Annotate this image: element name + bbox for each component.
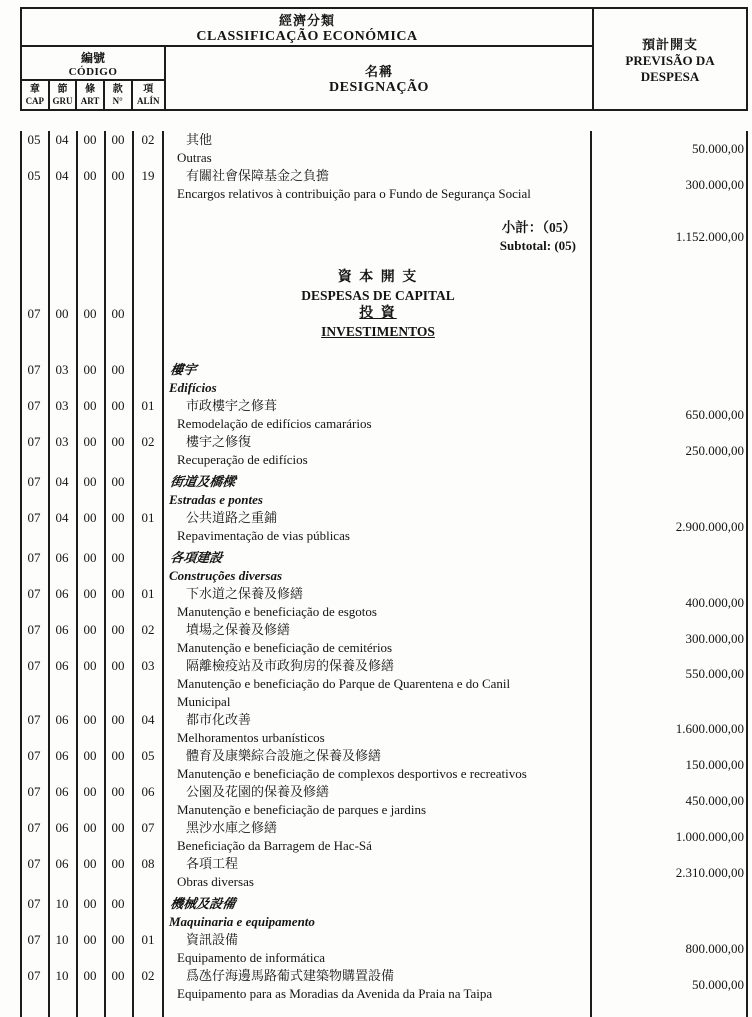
code-cell: 00 <box>83 434 97 449</box>
entry-text-zh: 下水道之保養及修繕 <box>186 586 304 601</box>
table-row <box>20 473 748 509</box>
code-column-header <box>77 81 105 109</box>
table-row <box>20 549 748 585</box>
code-cell: 00 <box>111 474 125 489</box>
amount-cell <box>592 747 748 783</box>
code-cell <box>104 269 132 305</box>
amount-cell <box>592 361 748 397</box>
entry-text-pt-cont: Municipal <box>177 694 231 709</box>
code-cell: 00 <box>111 968 125 983</box>
code-cell: 02 <box>141 622 155 637</box>
code-cell: 00 <box>83 968 97 983</box>
amount-cell <box>592 131 748 167</box>
code-cell: 00 <box>111 362 125 377</box>
amount-cell <box>592 585 748 621</box>
code-cell: 01 <box>141 398 155 413</box>
amount-value: 300.000,00 <box>685 631 744 646</box>
entry-text-pt: Manutenção e beneficiação de complexos desportivos e recreativos <box>177 766 527 781</box>
entry-text-pt: Subtotal: (05) <box>499 238 576 253</box>
code-cell: 06 <box>55 550 69 565</box>
code-column-label-zh: 條 <box>85 83 96 95</box>
entry-text-pt: DESPESAS DE CAPITAL <box>301 288 455 303</box>
classification-label-zh: 經濟分類 <box>278 12 335 28</box>
code-cell: 00 <box>111 932 125 947</box>
amount-cell <box>592 967 748 1003</box>
table-row <box>20 931 748 967</box>
code-column-label-zh: 項 <box>143 83 154 95</box>
amount-cell <box>592 397 748 433</box>
table-row <box>20 509 748 545</box>
header-previsao <box>592 9 746 109</box>
amount-value: 400.000,00 <box>685 595 744 610</box>
code-cell: 00 <box>111 896 125 911</box>
table-row <box>20 269 748 305</box>
entry-text-zh: 公園及花園的保養及修繕 <box>186 784 330 799</box>
code-cell: 00 <box>83 748 97 763</box>
code-cell: 01 <box>141 510 155 525</box>
code-cell: 00 <box>111 784 125 799</box>
amount-cell <box>592 219 748 255</box>
codigo-label-zh: 編號 <box>80 50 105 65</box>
code-cell: 02 <box>141 968 155 983</box>
code-cell: 07 <box>27 658 41 673</box>
code-cell: 00 <box>83 168 97 183</box>
designacao-cell <box>164 167 592 203</box>
entry-text-zh: 其他 <box>186 132 213 147</box>
code-column-header <box>105 81 133 109</box>
table-row <box>20 895 748 931</box>
code-cell: 10 <box>55 896 69 911</box>
code-cell: 07 <box>27 712 41 727</box>
designacao-cell <box>164 931 592 967</box>
designacao-label-pt: DESIGNAÇÃO <box>329 79 429 95</box>
designacao-cell <box>164 657 592 711</box>
entry-text-pt: Equipamento para as Moradias da Avenida da Praia na Taipa <box>177 986 493 1001</box>
table-row <box>20 783 748 819</box>
code-cell: 07 <box>27 622 41 637</box>
previsao-label-pt-2: DESPESA <box>640 68 700 84</box>
previsao-label-zh: 預計開支 <box>641 36 698 52</box>
entry-text-zh: 墳場之保養及修繕 <box>186 622 291 637</box>
amount-cell <box>592 473 748 509</box>
code-cell: 00 <box>83 132 97 147</box>
code-column-label-pt: GRU <box>52 95 73 106</box>
code-cell: 00 <box>83 712 97 727</box>
amount-value: 2.900.000,00 <box>675 519 744 534</box>
code-column-label-zh: 節 <box>57 83 68 95</box>
code-cell: 00 <box>111 856 125 871</box>
table-body <box>20 131 748 1017</box>
designacao-cell <box>164 397 592 433</box>
designacao-cell <box>164 585 592 621</box>
code-cell: 04 <box>141 712 155 727</box>
header-codigo <box>22 47 164 81</box>
code-cell: 00 <box>111 306 125 321</box>
entry-text-zh: 公共道路之重鋪 <box>186 510 278 525</box>
code-cell: 00 <box>111 550 125 565</box>
entry-text-zh: 爲氹仔海邊馬路葡式建築物購置設備 <box>186 968 395 983</box>
code-cell <box>20 269 48 305</box>
table-row <box>20 305 748 341</box>
code-cell <box>132 895 164 931</box>
table-row <box>20 711 748 747</box>
code-cell: 00 <box>83 398 97 413</box>
code-column-label-zh: 款 <box>112 83 123 95</box>
entry-text-pt: Outras <box>177 150 212 165</box>
amount-cell <box>592 931 748 967</box>
designacao-cell <box>164 711 592 747</box>
code-cell: 00 <box>111 132 125 147</box>
header-classification <box>22 9 592 47</box>
designacao-cell <box>164 967 592 1003</box>
code-cell <box>132 305 164 341</box>
header-designacao <box>166 47 592 109</box>
code-cell: 00 <box>83 658 97 673</box>
designacao-cell <box>164 269 592 305</box>
code-cell: 00 <box>83 306 97 321</box>
code-cell: 07 <box>141 820 155 835</box>
code-cell: 07 <box>27 856 41 871</box>
amount-cell <box>592 305 748 341</box>
entry-text-zh: 體育及康樂綜合設施之保養及修繕 <box>186 748 382 763</box>
code-cell <box>132 219 164 255</box>
entry-text-pt: Melhoramentos urbanísticos <box>177 730 325 745</box>
code-cell: 08 <box>141 856 155 871</box>
code-subcolumns <box>22 81 164 109</box>
entry-text-pt: Edifícios <box>169 380 217 395</box>
code-cell <box>104 219 132 255</box>
table-row <box>20 397 748 433</box>
amount-value: 1.600.000,00 <box>675 721 744 736</box>
amount-value: 150.000,00 <box>685 757 744 772</box>
amount-value: 50.000,00 <box>692 977 744 992</box>
entry-text-zh: 機械及設備 <box>169 896 237 911</box>
code-cell: 07 <box>27 784 41 799</box>
code-cell: 00 <box>83 474 97 489</box>
code-column-header <box>50 81 78 109</box>
entry-text-pt: Obras diversas <box>177 874 254 889</box>
designacao-cell <box>164 219 592 255</box>
code-cell <box>132 269 164 305</box>
amount-cell <box>592 783 748 819</box>
amount-value: 550.000,00 <box>685 666 744 681</box>
code-cell: 00 <box>111 586 125 601</box>
table-row <box>20 131 748 167</box>
entry-text-zh: 隔離檢疫站及市政狗房的保養及修繕 <box>186 658 395 673</box>
designacao-cell <box>164 473 592 509</box>
code-cell: 00 <box>83 362 97 377</box>
code-cell: 06 <box>55 856 69 871</box>
amount-cell <box>592 433 748 469</box>
amount-cell <box>592 167 748 203</box>
table-row <box>20 657 748 711</box>
code-cell: 00 <box>111 510 125 525</box>
code-cell: 05 <box>27 168 41 183</box>
designacao-cell <box>164 361 592 397</box>
entry-text-pt: Recuperação de edifícios <box>177 452 308 467</box>
code-cell: 00 <box>111 434 125 449</box>
code-cell: 07 <box>27 474 41 489</box>
code-cell: 00 <box>111 820 125 835</box>
code-cell: 00 <box>83 622 97 637</box>
amount-value: 250.000,00 <box>685 443 744 458</box>
code-cell: 00 <box>83 856 97 871</box>
code-cell: 00 <box>111 398 125 413</box>
table-row <box>20 855 748 891</box>
entry-text-zh: 有關社會保障基金之負擔 <box>186 168 330 183</box>
code-cell: 07 <box>27 896 41 911</box>
entry-text-zh: 都市化改善 <box>186 712 252 727</box>
code-cell: 07 <box>27 434 41 449</box>
entry-text-zh: 黑沙水庫之修繕 <box>186 820 278 835</box>
code-cell: 00 <box>55 306 69 321</box>
amount-cell <box>592 711 748 747</box>
table-row <box>20 747 748 783</box>
code-cell: 06 <box>55 586 69 601</box>
amount-cell <box>592 269 748 305</box>
table-row <box>20 433 748 469</box>
entry-text-zh: 樓宇 <box>169 362 198 377</box>
code-cell: 03 <box>141 658 155 673</box>
code-cell: 00 <box>83 510 97 525</box>
code-cell: 07 <box>27 398 41 413</box>
code-cell: 01 <box>141 586 155 601</box>
table-row <box>20 219 748 255</box>
entry-text-pt: Maquinaria e equipamento <box>169 914 315 929</box>
code-cell <box>76 269 104 305</box>
code-cell: 00 <box>83 586 97 601</box>
code-column-label-pt: N° <box>112 95 123 106</box>
code-cell: 07 <box>27 362 41 377</box>
table-row <box>20 361 748 397</box>
amount-cell <box>592 895 748 931</box>
code-cell: 00 <box>111 658 125 673</box>
code-cell: 10 <box>55 968 69 983</box>
code-cell: 07 <box>27 820 41 835</box>
amount-cell <box>592 855 748 891</box>
entry-text-pt: Manutenção e beneficiação de esgotos <box>177 604 377 619</box>
entry-text-zh: 各項建設 <box>169 550 224 565</box>
code-cell: 06 <box>55 658 69 673</box>
code-cell: 05 <box>141 748 155 763</box>
code-cell: 06 <box>55 712 69 727</box>
amount-cell <box>592 621 748 657</box>
designacao-cell <box>164 305 592 341</box>
code-cell <box>20 219 48 255</box>
amount-cell <box>592 509 748 545</box>
code-cell <box>76 219 104 255</box>
previsao-label-pt-1: PREVISÃO DA <box>625 52 715 68</box>
code-cell: 07 <box>27 510 41 525</box>
codigo-label-pt: CÓDIGO <box>68 65 118 78</box>
code-cell: 07 <box>27 306 41 321</box>
code-cell: 04 <box>55 168 69 183</box>
designacao-cell <box>164 747 592 783</box>
code-cell: 00 <box>111 168 125 183</box>
code-cell: 00 <box>83 932 97 947</box>
code-cell: 03 <box>55 434 69 449</box>
classification-label-pt: CLASSIFICAÇÃO ECONÓMICA <box>196 28 418 44</box>
entry-text-pt: Estradas e pontes <box>169 492 263 507</box>
designacao-cell <box>164 895 592 931</box>
code-cell: 06 <box>55 784 69 799</box>
code-cell: 07 <box>27 748 41 763</box>
code-cell <box>132 549 164 585</box>
designacao-cell <box>164 819 592 855</box>
entry-text-pt: Manutenção e beneficiação de parques e jardins <box>177 802 427 817</box>
entry-text-zh: 市政樓宇之修葺 <box>186 398 278 413</box>
code-cell: 02 <box>141 132 155 147</box>
entry-text-pt: Beneficiação da Barragem de Hac-Sá <box>177 838 372 853</box>
code-cell: 00 <box>83 784 97 799</box>
code-cell <box>132 361 164 397</box>
table-row <box>20 585 748 621</box>
code-cell: 07 <box>27 968 41 983</box>
code-cell: 00 <box>111 712 125 727</box>
entry-text-pt: Remodelação de edifícios camarários <box>177 416 372 431</box>
amount-value: 650.000,00 <box>685 407 744 422</box>
code-cell: 00 <box>83 896 97 911</box>
entry-text-pt: Manutenção e beneficiação do Parque de Quarentena e do Canil <box>177 676 511 691</box>
amount-value: 450.000,00 <box>685 793 744 808</box>
code-cell: 05 <box>27 132 41 147</box>
designacao-label-zh: 名稱 <box>364 63 393 79</box>
amount-cell <box>592 657 748 711</box>
designacao-cell <box>164 549 592 585</box>
code-cell: 03 <box>55 362 69 377</box>
code-cell: 04 <box>55 510 69 525</box>
code-cell: 00 <box>83 550 97 565</box>
header-lower-band <box>22 47 592 109</box>
code-column-label-pt: ALÍN <box>137 95 160 106</box>
entry-text-zh: 資 本 開 支 <box>337 270 419 285</box>
code-cell: 04 <box>55 474 69 489</box>
code-cell <box>48 269 76 305</box>
designacao-cell <box>164 433 592 469</box>
code-cell: 00 <box>83 820 97 835</box>
entry-text-pt: Equipamento de informática <box>177 950 326 965</box>
amount-value: 50.000,00 <box>692 141 744 156</box>
header-code-block <box>22 47 166 109</box>
table-row <box>20 167 748 203</box>
entry-text-pt: Repavimentação de vias públicas <box>177 528 350 543</box>
entry-text-pt: Construções diversas <box>169 568 283 583</box>
amount-cell <box>592 549 748 585</box>
code-cell: 07 <box>27 586 41 601</box>
code-cell <box>132 473 164 509</box>
designacao-cell <box>164 621 592 657</box>
code-cell: 03 <box>55 398 69 413</box>
designacao-cell <box>164 509 592 545</box>
code-cell: 04 <box>55 132 69 147</box>
designacao-cell <box>164 131 592 167</box>
code-cell: 06 <box>141 784 155 799</box>
entry-text-zh: 投 資 <box>359 306 397 321</box>
code-cell: 00 <box>111 622 125 637</box>
entry-text-zh: 街道及橋樑 <box>169 474 237 489</box>
code-cell: 00 <box>111 748 125 763</box>
code-column-label-pt: CAP <box>25 95 45 106</box>
amount-value: 1.000.000,00 <box>675 829 744 844</box>
amount-value: 2.310.000,00 <box>675 865 744 880</box>
code-column-label-zh: 章 <box>29 83 40 95</box>
table-row <box>20 819 748 855</box>
code-cell: 07 <box>27 550 41 565</box>
table-row <box>20 967 748 1003</box>
code-cell: 02 <box>141 434 155 449</box>
code-column-header <box>22 81 50 109</box>
table-row <box>20 621 748 657</box>
entry-text-zh: 樓宇之修復 <box>186 434 252 449</box>
code-column-header <box>133 81 165 109</box>
amount-value: 800.000,00 <box>685 941 744 956</box>
entry-text-pt: Encargos relativos à contribuição para o Fundo de Segurança Social <box>177 186 531 201</box>
table-header <box>20 7 748 111</box>
entry-text-zh: 小計：（05） <box>501 220 576 235</box>
entry-text-zh: 各項工程 <box>186 856 239 871</box>
designacao-cell <box>164 855 592 891</box>
code-cell: 06 <box>55 748 69 763</box>
code-column-label-pt: ART <box>80 95 100 106</box>
amount-value: 300.000,00 <box>685 177 744 192</box>
code-cell: 10 <box>55 932 69 947</box>
code-cell <box>48 219 76 255</box>
code-cell: 19 <box>141 168 155 183</box>
designacao-cell <box>164 783 592 819</box>
code-cell: 01 <box>141 932 155 947</box>
entry-text-zh: 資訊設備 <box>186 932 239 947</box>
budget-table <box>20 7 748 1017</box>
entry-text-pt: INVESTIMENTOS <box>321 324 435 339</box>
header-left-block <box>22 9 592 109</box>
code-cell: 06 <box>55 820 69 835</box>
code-cell: 06 <box>55 622 69 637</box>
code-cell: 07 <box>27 932 41 947</box>
entry-text-pt: Manutenção e beneficiação de cemitérios <box>177 640 393 655</box>
amount-cell <box>592 819 748 855</box>
amount-value: 1.152.000,00 <box>675 229 744 244</box>
